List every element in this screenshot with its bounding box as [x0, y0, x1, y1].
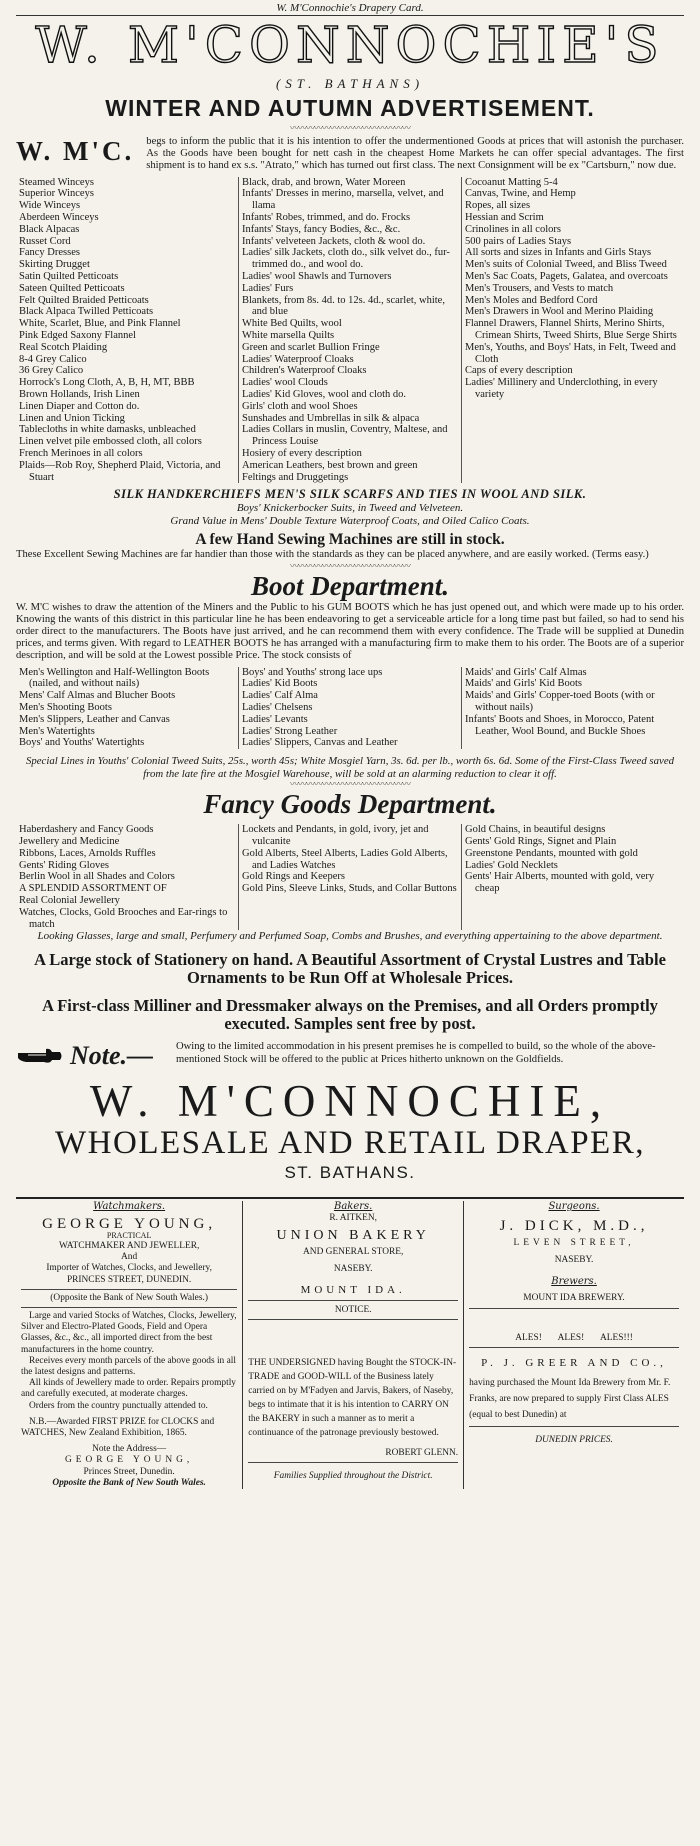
list-item: A SPLENDID ASSORTMENT OF	[19, 883, 167, 895]
divider	[469, 1426, 679, 1427]
list-item: Mens' Calf Almas and Blucher Boots	[19, 690, 176, 702]
list-item: Hosiery of every description	[242, 447, 362, 459]
wavy-divider: 〰〰〰〰〰〰〰〰〰〰〰〰〰〰〰	[289, 780, 410, 789]
list-item: Brown Hollands, Irish Linen	[19, 388, 140, 400]
list-item: Watches, Clocks, Gold Brooches and Ear-rings to match	[19, 906, 228, 930]
surgeon-brewer-ad	[463, 1201, 684, 1489]
drapery-col-2	[238, 177, 461, 484]
ad-line: Importer of Watches, Clocks, and Jewellery,	[46, 1263, 212, 1274]
list-item: Gents' Riding Gloves	[19, 859, 109, 871]
list-item: Ladies' Waterproof Cloaks	[242, 353, 354, 365]
ad-line: R. AITKEN,	[329, 1212, 377, 1223]
fancy-col-1	[16, 824, 238, 930]
boot-text: W. M'C wishes to draw the attention of the Miners and the Public to his GUM BOOTS which he has just opened out, and which were made up to his order. Knowing the wants of this district in this particular line he has been endeavoring to get a serviceable article for a long time past but failed, so had to send his order direct to the manufacturers. The Boots have just arrived, and he can recommend them with every confidence. The Trade will be supplied at Dunedin prices, and terms given. With regard to LEATHER BOOTS he has arranged with a manufacturing firm to make them to his order. The Boots are of a superior description, and will be sold at the Lowest possible Price. The stock consists of	[16, 601, 684, 662]
bakery-name: UNION BAKERY	[276, 1227, 430, 1243]
ad-line: AND GENERAL STORE,	[303, 1246, 404, 1257]
list-item: Men's Moles and Bedford Cord	[465, 294, 598, 306]
list-item: Men's Wellington and Half-Wellington Boots (nailed, and without nails)	[19, 666, 210, 690]
list-item: Ladies' Slippers, Canvas and Leather	[242, 737, 398, 749]
list-item: Gold Alberts, Steel Alberts, Ladies Gold Alberts, and Ladies Watches	[242, 847, 448, 871]
advertisement-page	[10, 0, 690, 1846]
list-item: Men's Trousers, and Vests to match	[465, 282, 614, 294]
list-item: Skirting Drugget	[19, 259, 90, 271]
list-item: Maids' and Girls' Calf Almas	[465, 666, 587, 678]
grand-value-line: Grand Value in Mens' Double Texture Waterproof Coats, and Oiled Calico Coats.	[170, 515, 530, 528]
boot-department-title: Boot Department.	[250, 570, 449, 601]
list-item: Ladies Collars in muslin, Coventry, Maltese, and Princess Louise	[242, 424, 448, 448]
divider	[21, 1307, 237, 1308]
list-item: 500 pairs of Ladies Stays	[465, 235, 572, 247]
list-item: Men's Sac Coats, Pagets, Galatea, and overcoats	[465, 270, 668, 282]
list-item: American Leathers, best brown and green	[242, 459, 418, 471]
list-item: Caps of every description	[465, 365, 573, 377]
list-item: Infants' Stays, fancy Bodies, &c., &c.	[242, 223, 401, 235]
list-item: Ladies' Calf Alma	[242, 690, 318, 702]
list-item: Satin Quilted Petticoats	[19, 270, 119, 282]
intro-initials: W. M'C.	[16, 136, 135, 166]
list-item: Russet Cord	[19, 235, 71, 247]
list-item: Crinolines in all colors	[465, 223, 561, 235]
drapery-col-1	[16, 177, 238, 484]
list-item: Ladies' Furs	[242, 282, 294, 294]
list-item: 36 Grey Calico	[19, 365, 84, 377]
list-item: Ladies' Millinery and Underclothing, in every variety	[465, 377, 658, 400]
ad-line: NOTICE.	[334, 1304, 372, 1315]
divider	[469, 1308, 679, 1309]
list-item: Ladies' Strong Leather	[242, 725, 338, 737]
advert-columns	[16, 1197, 684, 1489]
ad-line: NASEBY.	[554, 1254, 594, 1265]
ad-line: GEORGE YOUNG,	[65, 1455, 194, 1466]
list-item: Children's Waterproof Cloaks	[242, 365, 367, 377]
list-item: Ladies' Gold Necklets	[465, 859, 558, 871]
list-item: Men's Watertights	[19, 725, 95, 737]
ad-line: And	[121, 1252, 138, 1263]
list-item: Wide Winceys	[19, 200, 81, 212]
ad-paragraph: Large and varied Stocks of Watches, Clocks, Jewellery, Silver and Electro-Plated Goods, Field and Opera Glasses, &c., &c., all imported direct from the best manufacturers in the home country.	[21, 1310, 237, 1355]
list-item: Boys' and Youths' Watertights	[19, 737, 145, 749]
list-item: Men's suits of Colonial Tweed, and Bliss Tweed	[465, 259, 667, 271]
divider	[21, 1289, 237, 1290]
list-item: Ladies' Kid Boots	[242, 678, 318, 690]
list-item: Haberdashery and Fancy Goods	[19, 824, 154, 836]
watchmaker-ad	[16, 1201, 242, 1489]
ad-line: LEVEN STREET,	[513, 1237, 635, 1248]
ad-line: Princes Street, Dunedin.	[83, 1466, 175, 1477]
ad-line: MOUNT IDA.	[300, 1284, 406, 1297]
ad-line: NASEBY.	[333, 1264, 373, 1275]
list-item: Black Alpaca Twilled Petticoats	[19, 306, 154, 318]
list-item: Sunshades and Umbrellas in silk & alpaca	[242, 412, 420, 424]
list-item: Ladies' Levants	[242, 713, 308, 725]
list-item: Felt Quilted Braided Petticoats	[19, 294, 149, 306]
brewer-name: P. J. GREER AND CO.,	[481, 1356, 667, 1369]
ad-paragraph: having purchased the Mount Ida Brewery from Mr. F. Franks, are now prepared to supply First Class ALES (equal to best Dunedin) at	[469, 1377, 671, 1420]
list-item: Infants' Boots and Shoes, in Morocco, Patent Leather, Wool Bound, and Buckle Shoes	[465, 713, 655, 737]
list-item: Real Colonial Jewellery	[19, 894, 120, 906]
divider	[248, 1462, 458, 1463]
ad-line: Opposite the Bank of New South Wales.	[52, 1477, 206, 1488]
intro-text: begs to inform the public that it is his intention to offer the undermentioned Goods at prices that will astonish the purchaser. As the Goods have been bought for nett cash in the cheapest Home Markets he can offer special advantages. The first shipment is to hand ex s.s. "Atrato," which has turned out first class. The next Consignment will be ex "Cartsburn," now due.	[146, 136, 684, 172]
list-item: Black, drab, and brown, Water Moreen	[242, 176, 406, 188]
boot-col-2	[238, 667, 461, 750]
boot-col-3	[461, 667, 684, 750]
list-item: Infants' velveteen Jackets, cloth & wool do.	[242, 235, 426, 247]
list-item: French Merinoes in all colors	[19, 447, 143, 459]
ad-paragraph: All kinds of Jewellery made to order. Repairs promptly and carefully executed, at moderate charges.	[21, 1378, 236, 1400]
note-label	[16, 1041, 176, 1071]
list-item: Ladies' wool Shawls and Turnovers	[242, 270, 392, 282]
list-item: Ladies' wool Clouds	[242, 377, 328, 389]
list-item: Linen velvet pile embossed cloth, all colors	[19, 436, 202, 448]
banner-subtitle: (ST. BATHANS)	[275, 76, 425, 91]
ad-line: ROBERT GLENN.	[385, 1447, 459, 1458]
ad-line: Note the Address—	[92, 1444, 167, 1455]
list-item: Men's, Youths, and Boys' Hats, in Felt, Tweed and Cloth	[465, 341, 676, 365]
fancy-footer: Looking Glasses, large and small, Perfumery and Perfumed Soap, Combs and Brushes, and everything appertaining to the above department.	[37, 930, 663, 943]
pointing-hand-icon	[16, 1046, 64, 1066]
list-item: Pink Edged Saxony Flannel	[19, 329, 136, 341]
list-item: Gold Rings and Keepers	[242, 871, 345, 883]
boot-columns	[16, 667, 684, 750]
list-item: White marsella Quilts	[242, 329, 335, 341]
wavy-divider: 〰〰〰〰〰〰〰〰〰〰〰〰〰〰〰	[289, 561, 410, 570]
ad-line: PRACTICAL	[106, 1230, 152, 1240]
list-item: Feltings and Druggetings	[242, 471, 349, 483]
list-item: Jewellery and Medicine	[19, 835, 120, 847]
list-item: Linen Diaper and Cotton do.	[19, 400, 140, 412]
wavy-divider: 〰〰〰〰〰〰〰〰〰〰〰〰〰〰〰	[289, 124, 410, 132]
list-item: Real Scotch Plaiding	[19, 341, 108, 353]
ad-line: PRINCES STREET, DUNEDIN.	[66, 1274, 192, 1285]
list-item: Flannel Drawers, Flannel Shirts, Merino Shirts, Crimean Shirts, Tweed Shirts, Blue Serge Shirts	[465, 318, 677, 341]
list-item: All sorts and sizes in Infants and Girls Stays	[465, 247, 652, 259]
stationery-line: A Large stock of Stationery on hand. A Beautiful Assortment of Crystal Lustres and Table Ornaments to be Run Off at Wholesale Prices.	[34, 950, 666, 988]
bakery-ad	[242, 1201, 463, 1489]
sewing-text: These Excellent Sewing Machines are far handier than those with the standards as they can be placed anywhere, and are easily worked. (Terms easy.)	[16, 549, 649, 561]
list-item: Cocoanut Matting 5-4	[465, 176, 558, 188]
footer-name: W. M'CONNOCHIE,	[89, 1076, 611, 1127]
list-item: Steamed Winceys	[19, 176, 94, 188]
ad-line: WATCHMAKER AND JEWELLER,	[58, 1240, 200, 1251]
list-item: Tablecloths in white damasks, unbleached	[19, 424, 196, 436]
divider	[248, 1319, 458, 1320]
ad-paragraph: N.B.—Awarded FIRST PRIZE for CLOCKS and WATCHES, New Zealand Exhibition, 1865.	[21, 1416, 215, 1438]
silk-line: SILK HANDKERCHIEFS MEN'S SILK SCARFS AND TIES IN WOOL AND SILK.	[113, 487, 587, 502]
list-item: Greenstone Pendants, mounted with gold	[465, 847, 638, 859]
list-item: White, Scarlet, Blue, and Pink Flannel	[19, 318, 181, 330]
list-item: Boys' and Youths' strong lace ups	[242, 666, 383, 678]
section-heading: Bakers.	[333, 1201, 373, 1213]
list-item: Infants' Robes, trimmed, and do. Frocks	[242, 212, 411, 223]
list-item: White Bed Quilts, wool	[242, 318, 342, 330]
list-item: 8-4 Grey Calico	[19, 353, 87, 365]
list-item: Maids' and Girls' Copper-toed Boots (with or without nails)	[465, 690, 655, 713]
list-item: Black Alpacas	[19, 223, 80, 235]
list-item: Girls' cloth and wool Shoes	[242, 400, 358, 412]
list-item: Maids' and Girls' Kid Boots	[465, 678, 582, 690]
intro-paragraph	[16, 136, 684, 173]
footer-trade: WHOLESALE AND RETAIL DRAPER,	[55, 1125, 645, 1162]
fancy-col-3	[461, 824, 684, 930]
fancy-department-title: Fancy Goods Department.	[203, 789, 497, 820]
list-item: Ropes, all sizes	[465, 200, 531, 212]
fancy-col-2	[238, 824, 461, 930]
fancy-columns	[16, 824, 684, 930]
list-item: Ladies' silk Jackets, cloth do., silk velvet do., fur-trimmed do., and wool do.	[242, 247, 450, 271]
running-title: W. M'Connochie's Drapery Card.	[16, 2, 684, 16]
list-item: Green and scarlet Bullion Fringe	[242, 341, 380, 353]
list-item: Men's Slippers, Leather and Canvas	[19, 713, 170, 725]
ad-line: ALES! ALES! ALES!!!	[515, 1332, 633, 1343]
list-item: Linen and Union Ticking	[19, 412, 125, 424]
ad-line: Families Supplied throughout the District.	[273, 1470, 433, 1481]
list-item: Plaids—Rob Roy, Shepherd Plaid, Victoria, and Stuart	[19, 459, 221, 483]
list-item: Sateen Quilted Petticoats	[19, 282, 125, 294]
divider	[248, 1300, 458, 1301]
ad-paragraph: Receives every month parcels of the above goods in all the latest designs and patterns.	[21, 1355, 236, 1377]
list-item: Superior Winceys	[19, 188, 94, 200]
ad-line: MOUNT IDA BREWERY.	[523, 1293, 625, 1304]
ad-paragraph: Orders from the country punctually attended to.	[29, 1400, 208, 1411]
list-item: Men's Drawers in Wool and Merino Plaiding	[465, 306, 654, 318]
note-word: Note.—	[70, 1041, 154, 1071]
surgeon-name: J. DICK, M.D.,	[499, 1217, 649, 1234]
ad-line: (Opposite the Bank of New South Wales.)	[50, 1292, 208, 1303]
drapery-col-3	[461, 177, 684, 484]
list-item: Gold Chains, in beautiful designs	[465, 824, 606, 836]
list-item: Infants' Dresses in merino, marsella, velvet, and llama	[242, 188, 444, 212]
banner-title: W. M'CONNOCHIE'S	[35, 16, 665, 74]
sewing-heading: A few Hand Sewing Machines are still in stock.	[195, 531, 505, 549]
list-item: Canvas, Twine, and Hemp	[465, 188, 576, 200]
ad-line: DUNEDIN PRICES.	[535, 1434, 613, 1445]
list-item: Hessian and Scrim	[465, 212, 544, 223]
section-heading: Watchmakers.	[93, 1201, 166, 1213]
milliner-line: A First-class Milliner and Dressmaker always on the Premises, and all Orders promptly executed. Samples sent free by post.	[42, 996, 658, 1034]
divider	[469, 1347, 679, 1348]
list-item: Ladies' Kid Gloves, wool and cloth do.	[242, 388, 407, 400]
list-item: Ladies' Chelsens	[242, 701, 313, 713]
note-block	[16, 1041, 684, 1071]
ad-paragraph: THE UNDERSIGNED having Bought the STOCK-IN-TRADE and GOOD-WILL of the Business lately carried on by M'Fadyen and Jarvis, Bakers, of Naseby, begs to intimate that it is his intention to CARRY ON the BAKERY in such a manner as to merit a continuance of the patronage previously bestowed.	[248, 1357, 457, 1438]
drapery-columns	[16, 177, 684, 484]
list-item: Men's Shooting Boots	[19, 701, 112, 713]
list-item: Gents' Hair Alberts, mounted with gold, very cheap	[465, 871, 655, 895]
special-lines: Special Lines in Youths' Colonial Tweed Suits, 25s., worth 45s; White Mosgiel Yarn, 3s. 6d. per lb., worth 6s. 6d. Some of the First-Class Tweed saved from the late fire at the Mosgiel Warehouse, will be sold at an alarming reduction to clear it off.	[25, 755, 675, 780]
list-item: Horrock's Long Cloth, A, B, H, MT, BBB	[19, 377, 195, 389]
watchmaker-name: GEORGE YOUNG,	[42, 1215, 217, 1232]
list-item: Lockets and Pendants, in gold, ivory, jet and vulcanite	[242, 824, 429, 847]
list-item: Aberdeen Winceys	[19, 212, 99, 223]
list-item: Berlin Wool in all Shades and Colors	[19, 871, 175, 883]
boot-col-1	[16, 667, 238, 750]
list-item: Gold Pins, Sleeve Links, Studs, and Collar Buttons	[242, 883, 457, 895]
list-item: Ribbons, Laces, Arnolds Ruffles	[19, 847, 156, 859]
headline: WINTER AND AUTUMN ADVERTISEMENT.	[105, 95, 595, 121]
list-item: Gents' Gold Rings, Signet and Plain	[465, 835, 617, 847]
note-text: Owing to the limited accommodation in his present premises he is compelled to build, so the whole of the above-mentioned Stock will be offered to the public at Prices hitherto unknown on the Goldfields.	[176, 1041, 656, 1065]
list-item: Blankets, from 8s. 4d. to 12s. 4d., scarlet, white, and blue	[242, 294, 445, 318]
section-heading: Surgeons.	[548, 1201, 600, 1213]
section-heading: Brewers.	[551, 1276, 597, 1288]
boys-line: Boys' Knickerbocker Suits, in Tweed and Velveteen.	[236, 502, 464, 515]
footer-place: ST. BATHANS.	[284, 1163, 416, 1183]
list-item: Fancy Dresses	[19, 247, 80, 259]
